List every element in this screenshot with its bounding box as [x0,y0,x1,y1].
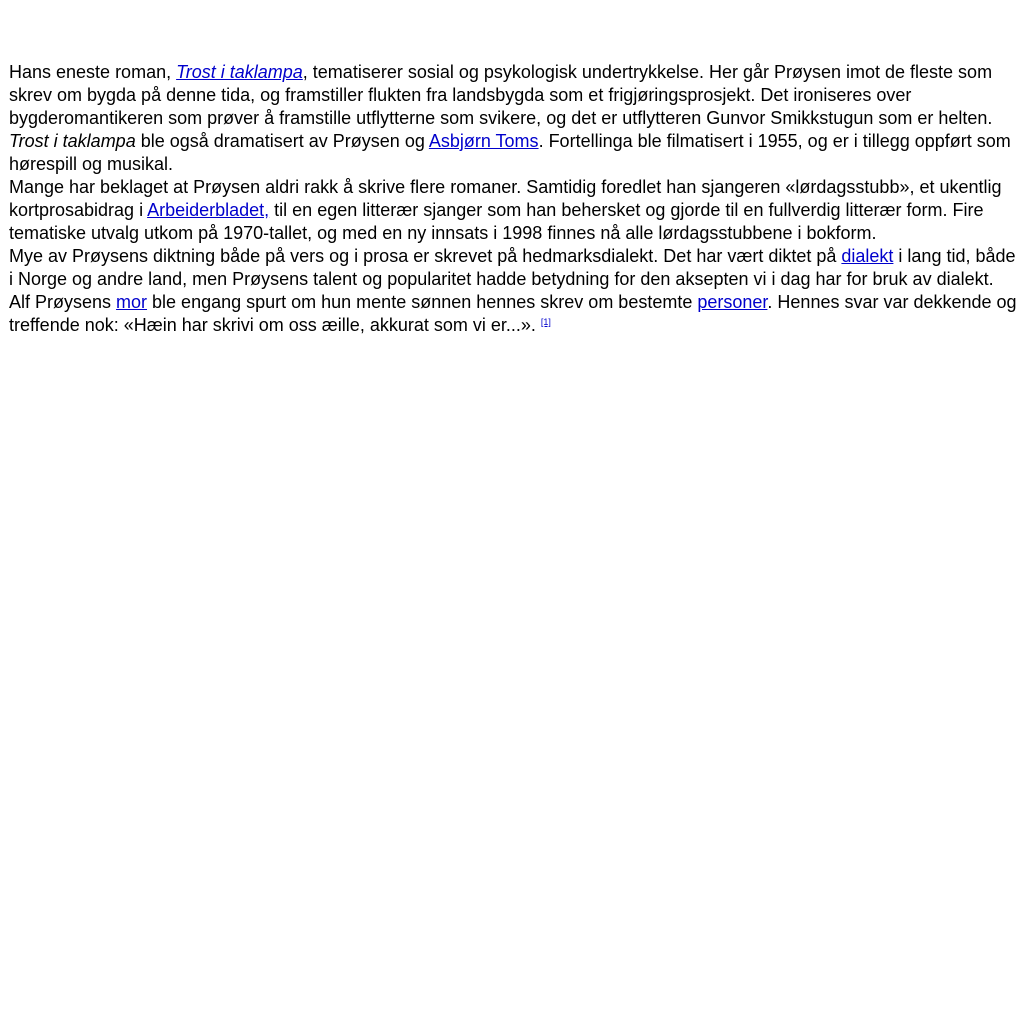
text: ble engang spurt om hun mente sønnen hennes skrev om bestemte [147,292,698,312]
text: til en egen litterær sjanger som han behersket og gjorde til en fullverdig litterær form. Fire tematiske utvalg utkom på 1970-tallet, og med en ny innsats i 1998 finnes nå alle lørdagsstubbene i bokform. [9,200,984,243]
link-dialekt[interactable]: dialekt [841,246,894,266]
paragraph-novel [9,61,1021,176]
link-asbjorn-toms[interactable]: Asbjørn Toms [428,131,539,151]
text: . Fortellinga ble filmatisert i 1955, og er i tillegg oppført som hørespill og musikal. [9,131,1011,174]
text: ble også dramatisert av Prøysen og [135,131,429,151]
paragraph-dialekt [9,245,1021,291]
paragraph-lordagsstubb [9,176,1021,245]
link-arbeiderbladet[interactable]: Arbeiderbladet, [147,200,270,220]
text: . Hennes svar var dekkende og treffende nok: «Hæin har skrivi om oss æille, akkurat som vi er...». [9,292,1017,335]
text: , tematiserer sosial og psykologisk undertrykkelse. Her går Prøysen imot de fleste som skrev om bygda på denne tida, og framstiller flukten fra landsbygda som et frigjøringsprosjekt. Det ironiseres over bygderomantikeren som prøver å framstille utflytterne som svikere, og det er utflytteren Gunvor Smikkstugun som er helten. [9,62,993,128]
paragraph-mor [9,291,1021,337]
link-personer[interactable]: personer [697,292,768,312]
text: Mye av Prøysens diktning både på vers og i prosa er skrevet på hedmarksdialekt. Det har vært diktet på [9,246,842,266]
novel-title: Trost i taklampa [9,131,136,151]
text: Alf Prøysens [9,292,117,312]
link-trost-i-taklampa[interactable]: Trost i taklampa [176,62,303,82]
article-body [9,61,1021,337]
text: i lang tid, både i Norge og andre land, men Prøysens talent og popularitet hadde betydning for den aksepten vi i dag har for bruk av dialekt. [9,246,1016,289]
text: Hans eneste roman, [9,62,177,82]
link-mor[interactable]: mor [116,292,148,312]
text: Mange har beklaget at Prøysen aldri rakk å skrive flere romaner. Samtidig foredlet han sjangeren «lørdagsstubb», et ukentlig kortprosabidrag i [9,177,1002,220]
footnote-link[interactable]: [1] [540,317,551,327]
footnote-ref [541,317,551,327]
